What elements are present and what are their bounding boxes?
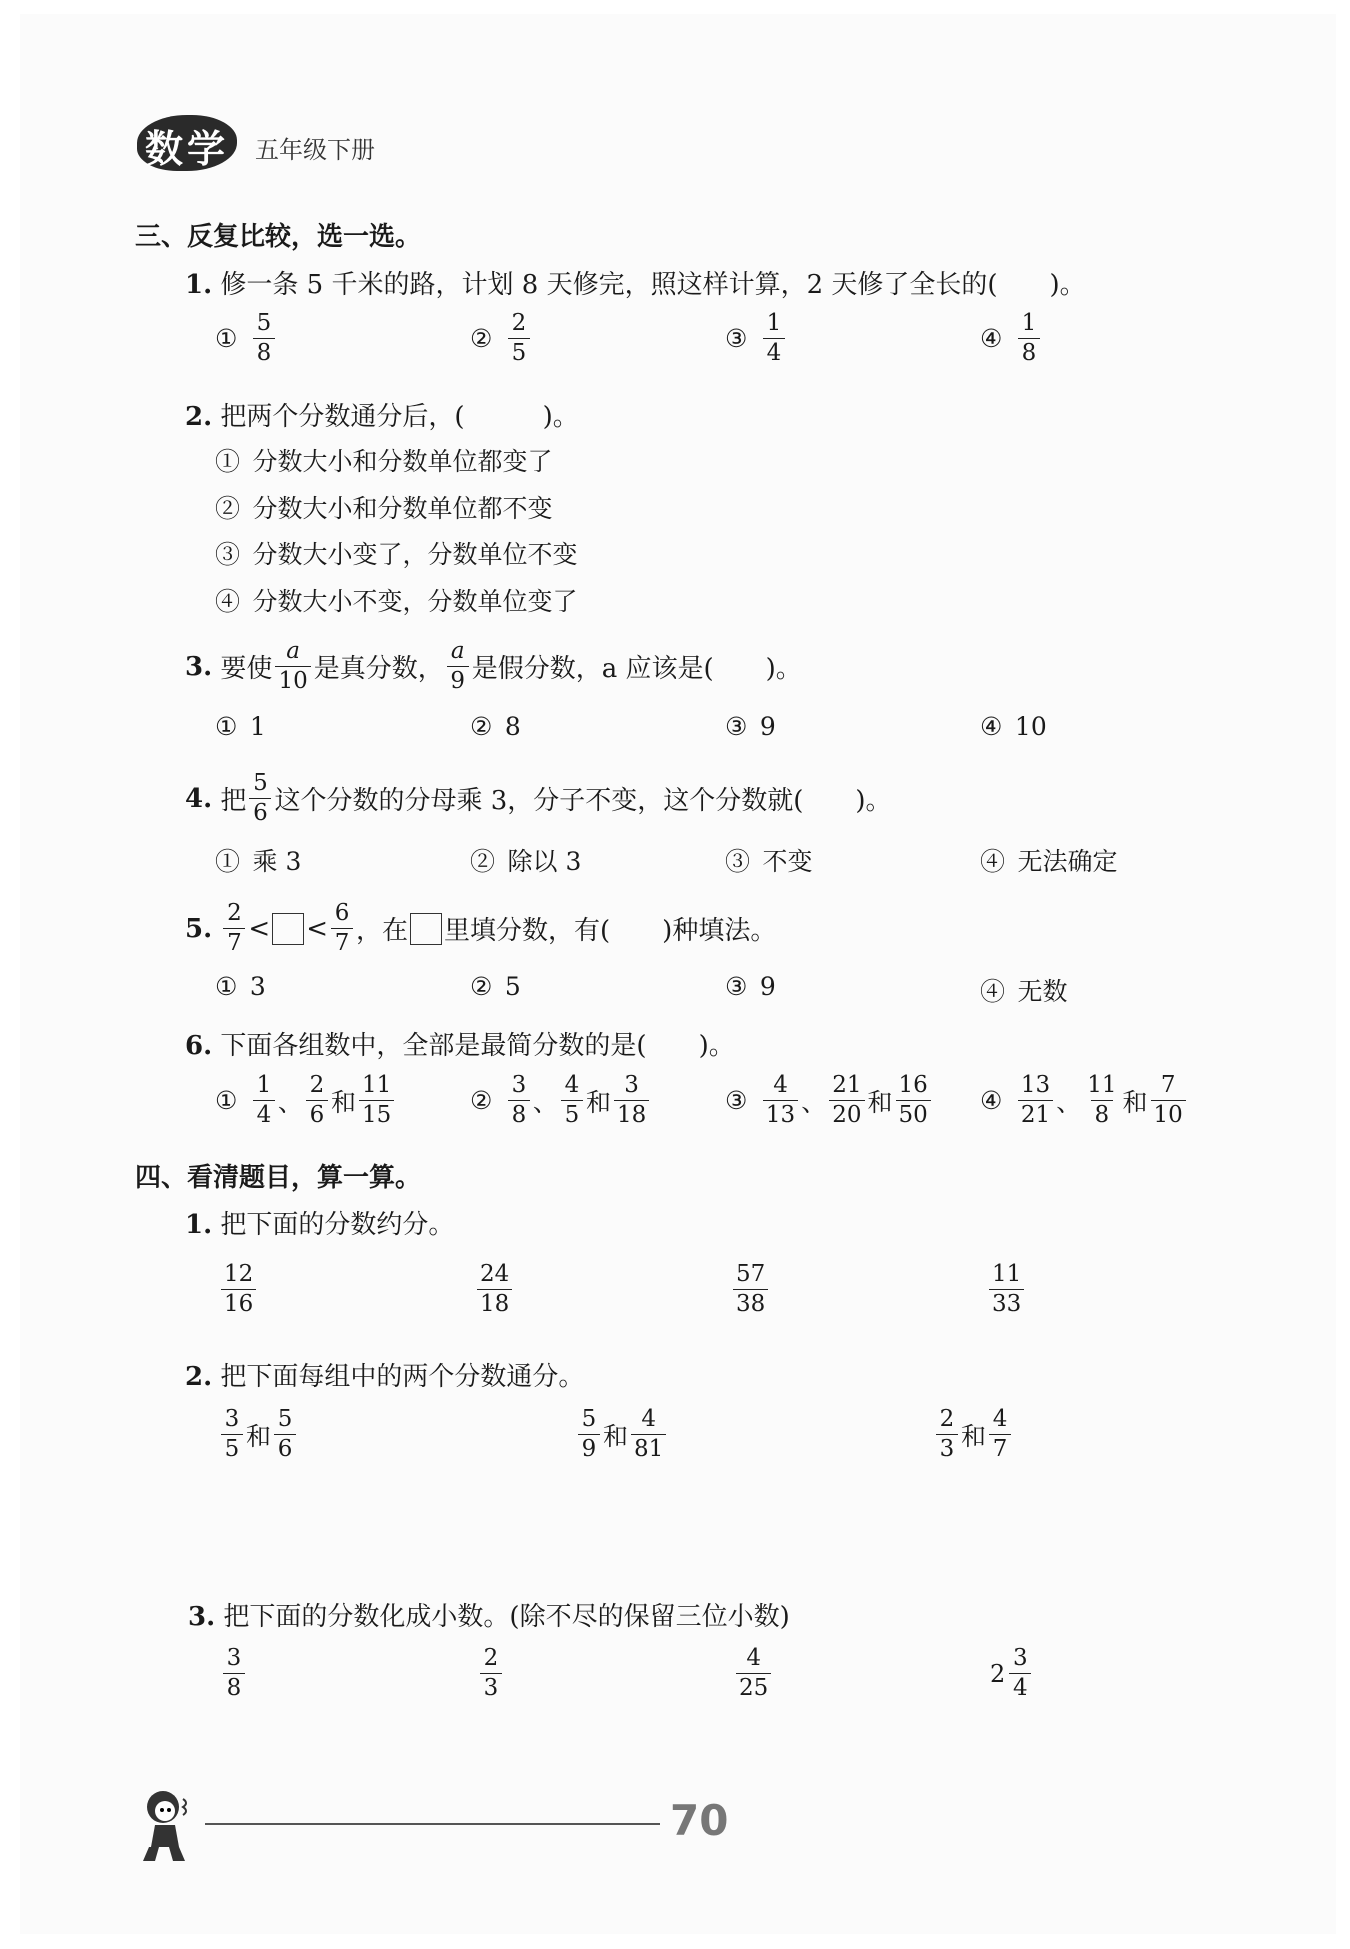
option-label: ① 乘 3 xyxy=(215,847,302,876)
option-label: ③ 9 xyxy=(725,972,776,1001)
fraction: $\frac{3}{18}$ xyxy=(614,1074,649,1127)
separator: 、 xyxy=(532,1087,558,1117)
q3-option[interactable] xyxy=(470,712,521,741)
fraction: $\frac{2}{6}$ xyxy=(306,1074,328,1127)
q1-option[interactable] xyxy=(980,312,1043,365)
fraction: $\frac{5}{9}$ xyxy=(578,1408,600,1461)
fraction: $\frac{5}{6}$ xyxy=(249,772,271,825)
p3-fraction-item xyxy=(477,1647,505,1700)
fraction: $\frac{1}{4}$ xyxy=(763,312,785,365)
p3-stem: 3. 把下面的分数化成小数。(除不尽的保留三位小数) xyxy=(188,1602,790,1632)
option-mark: ① xyxy=(215,324,238,353)
section-4-title: 四、看清题目，算一算。 xyxy=(135,1163,422,1193)
spacer xyxy=(747,324,760,353)
fraction: $\frac{16}{50}$ xyxy=(896,1074,931,1127)
q5-option[interactable] xyxy=(725,972,776,1001)
q5-option[interactable] xyxy=(470,972,521,1001)
conjunction: 和 xyxy=(867,1087,893,1117)
fraction: $\frac{21}{20}$ xyxy=(829,1074,864,1127)
conjunction: 和 xyxy=(1122,1087,1148,1117)
fraction: $\frac{4}{25}$ xyxy=(736,1647,771,1700)
q3-option[interactable] xyxy=(725,712,776,741)
fraction: $\frac{4}{7}$ xyxy=(989,1408,1011,1461)
q6-option[interactable] xyxy=(470,1074,652,1127)
option-label: ② 分数大小和分数单位都不变 xyxy=(215,493,553,523)
conjunction: 和 xyxy=(585,1087,611,1117)
option-mark: ④ xyxy=(980,324,1003,353)
fraction: $\frac{4}{81}$ xyxy=(631,1408,666,1461)
option-label: ④ 无法确定 xyxy=(980,847,1118,876)
q1-option[interactable] xyxy=(470,312,533,365)
conjunction: 和 xyxy=(246,1421,272,1451)
conjunction: 和 xyxy=(961,1421,987,1451)
option-label: ① 3 xyxy=(215,972,266,1001)
q1-option[interactable] xyxy=(725,312,788,365)
grade-subtitle: 五年级下册 xyxy=(255,136,375,164)
q4-option[interactable] xyxy=(980,842,1118,878)
p1-fraction-item xyxy=(218,1263,259,1316)
p3-fraction-item xyxy=(220,1647,248,1700)
p3-fraction-item xyxy=(733,1647,774,1700)
fraction: $\frac{11}{15}$ xyxy=(359,1074,394,1127)
fraction: $\frac{a}{9}$ xyxy=(447,640,469,693)
option-mark: ④ xyxy=(980,1086,1003,1115)
q5-option[interactable] xyxy=(215,972,266,1001)
q6-option[interactable] xyxy=(215,1074,397,1127)
fraction: $\frac{3}{4}$ xyxy=(1009,1647,1031,1700)
conjunction: 和 xyxy=(330,1087,356,1117)
fraction: $\frac{3}{5}$ xyxy=(221,1408,243,1461)
fraction: $\frac{57}{38}$ xyxy=(733,1263,768,1316)
p2-stem: 2. 把下面每组中的两个分数通分。 xyxy=(185,1362,585,1392)
q1-stem: 1. 修一条 5 千米的路，计划 8 天修完，照这样计算，2 天修了全长的( )。 xyxy=(185,270,1086,300)
fraction: $\frac{3}{8}$ xyxy=(223,1647,245,1700)
subject-logo: 数学 xyxy=(145,127,230,171)
fraction: $\frac{13}{21}$ xyxy=(1018,1074,1053,1127)
option-label: ③ 9 xyxy=(725,712,776,741)
separator: 、 xyxy=(277,1087,303,1117)
p2-fraction-pair xyxy=(218,1408,299,1461)
fraction: $\frac{2}{3}$ xyxy=(480,1647,502,1700)
option-mark: ② xyxy=(470,324,493,353)
q3-option[interactable] xyxy=(215,712,266,741)
separator: 、 xyxy=(801,1087,827,1117)
spacer xyxy=(1002,324,1015,353)
p1-fraction-item xyxy=(986,1263,1027,1316)
q2-option[interactable] xyxy=(215,489,553,525)
fraction: $\frac{3}{8}$ xyxy=(508,1074,530,1127)
spacer xyxy=(492,324,505,353)
option-label: ④ 分数大小不变，分数单位变了 xyxy=(215,586,578,616)
p2-fraction-pair xyxy=(575,1408,669,1461)
fraction: $\frac{6}{7}$ xyxy=(331,902,353,955)
q3-stem: 3. 要使 $\frac{a}{10}$ 是真分数， $\frac{a}{9}$ 是假分数，a 应该是( )。 xyxy=(185,638,802,694)
fraction: $\frac{2}{7}$ xyxy=(223,902,245,955)
p1-stem: 1. 把下面的分数约分。 xyxy=(185,1210,455,1240)
fraction: $\frac{2}{5}$ xyxy=(508,312,530,365)
blank-box[interactable] xyxy=(272,913,304,945)
q1-option[interactable] xyxy=(215,312,278,365)
option-label: ② 除以 3 xyxy=(470,847,582,876)
option-label: ③ 不变 xyxy=(725,847,813,876)
spacer xyxy=(237,1086,250,1115)
page-number: 70 xyxy=(670,1796,729,1845)
q4-option[interactable] xyxy=(725,842,813,878)
option-label: ④ 无数 xyxy=(980,977,1068,1006)
separator: 、 xyxy=(1056,1087,1082,1117)
q2-option[interactable] xyxy=(215,535,578,571)
fraction: $\frac{5}{6}$ xyxy=(274,1408,296,1461)
option-label: ① 分数大小和分数单位都变了 xyxy=(215,447,553,476)
q6-option[interactable] xyxy=(980,1074,1189,1127)
spacer xyxy=(237,324,250,353)
option-label: ① 1 xyxy=(215,712,266,741)
q2-option[interactable] xyxy=(215,582,578,618)
fraction: $\frac{11}{33}$ xyxy=(989,1263,1024,1316)
mascot-icon xyxy=(135,1785,205,1865)
q4-stem: 4. 把 $\frac{5}{6}$ 这个分数的分母乘 3，分子不变，这个分数就( )。 xyxy=(185,770,892,826)
q6-option[interactable] xyxy=(725,1074,934,1127)
fraction: $\frac{1}{4}$ xyxy=(253,1074,275,1127)
q3-option[interactable] xyxy=(980,712,1047,741)
q4-option[interactable] xyxy=(215,842,301,878)
blank-box[interactable] xyxy=(410,913,442,945)
option-mark: ③ xyxy=(725,324,748,353)
fraction: $\frac{4}{13}$ xyxy=(763,1074,798,1127)
option-mark: ① xyxy=(215,1086,238,1115)
q5-stem: 5. $\frac{2}{7}$ < < $\frac{6}{7}$ ，在 里填分数，有( )种填法。 xyxy=(185,900,777,956)
fraction: $\frac{4}{5}$ xyxy=(561,1074,583,1127)
spacer xyxy=(747,1086,760,1115)
fraction: $\frac{12}{16}$ xyxy=(221,1263,256,1316)
option-mark: ② xyxy=(470,1086,493,1115)
fraction: $\frac{a}{10}$ xyxy=(275,640,310,693)
q4-option[interactable] xyxy=(470,842,581,878)
fraction: $\frac{2}{3}$ xyxy=(936,1408,958,1461)
option-label: ② 5 xyxy=(470,972,521,1001)
conjunction: 和 xyxy=(603,1421,629,1451)
option-label: ③ 分数大小变了，分数单位不变 xyxy=(215,540,578,569)
q6-stem: 6. 下面各组数中，全部是最简分数的是( )。 xyxy=(185,1031,735,1061)
fraction: $\frac{1}{8}$ xyxy=(1018,312,1040,365)
fraction: $\frac{11}{8}$ xyxy=(1087,1072,1117,1128)
option-label: ④ 10 xyxy=(980,712,1047,741)
fraction: $\frac{5}{8}$ xyxy=(253,312,275,365)
mixed-number: 2 $\frac{3}{4}$ xyxy=(990,1647,1034,1700)
q2-stem: 2. 把两个分数通分后，( )。 xyxy=(185,402,579,432)
option-label: ② 8 xyxy=(470,712,521,741)
spacer xyxy=(1002,1086,1015,1115)
footer-rule xyxy=(205,1823,660,1825)
fraction: $\frac{24}{18}$ xyxy=(477,1263,512,1316)
q5-option[interactable] xyxy=(980,972,1068,1008)
p1-fraction-item xyxy=(730,1263,771,1316)
q2-option[interactable] xyxy=(215,442,553,478)
spacer xyxy=(492,1086,505,1115)
p1-fraction-item xyxy=(474,1263,515,1316)
p2-fraction-pair xyxy=(933,1408,1014,1461)
option-mark: ③ xyxy=(725,1086,748,1115)
section-3-title: 三、反复比较，选一选。 xyxy=(135,222,422,252)
fraction: $\frac{7}{10}$ xyxy=(1151,1074,1186,1127)
